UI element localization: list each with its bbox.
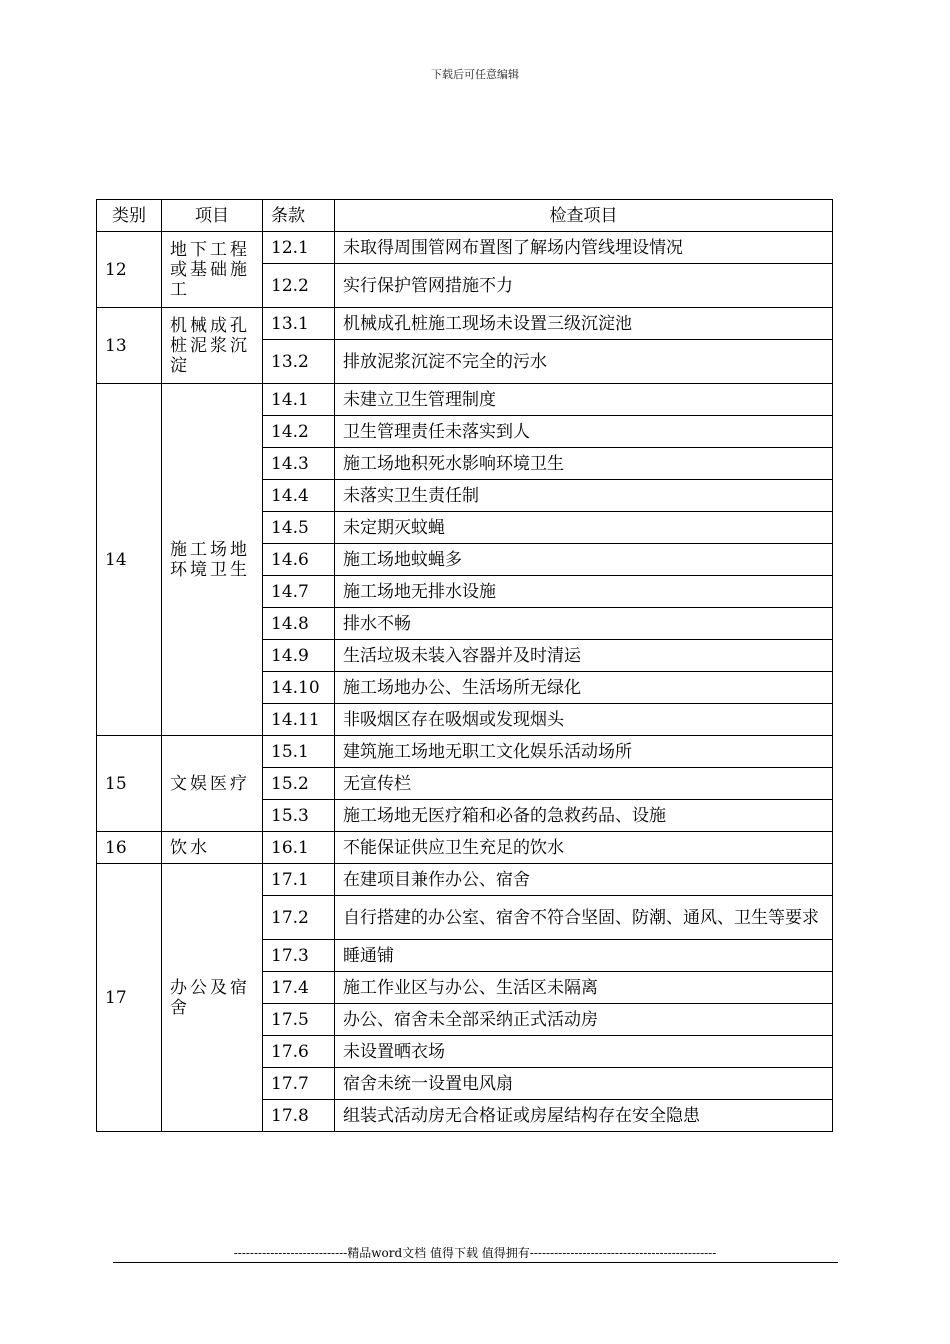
item-cell: 饮水 [162,832,263,864]
clause-cell: 17.6 [263,1036,335,1068]
category-cell: 17 [97,864,162,1132]
clause-cell: 14.2 [263,416,335,448]
category-cell: 16 [97,832,162,864]
check-text-cell: 排水不畅 [335,608,833,640]
clause-cell: 14.6 [263,544,335,576]
clause-cell: 14.8 [263,608,335,640]
clause-cell: 17.7 [263,1068,335,1100]
check-text-cell: 施工场地无排水设施 [335,576,833,608]
clause-cell: 14.5 [263,512,335,544]
clause-cell: 17.5 [263,1004,335,1036]
clause-cell: 15.2 [263,768,335,800]
clause-cell: 13.2 [263,340,335,384]
check-text-cell: 排放泥浆沉淀不完全的污水 [335,340,833,384]
table-header-row [97,200,833,232]
item-cell: 办公及宿舍 [162,864,263,1132]
clause-cell: 12.1 [263,232,335,264]
item-cell: 施工场地环境卫生 [162,384,263,736]
clause-cell: 14.1 [263,384,335,416]
check-text-cell: 无宣传栏 [335,768,833,800]
check-text-cell: 未落实卫生责任制 [335,480,833,512]
page-header: 下载后可任意编辑 [431,68,519,81]
clause-cell: 14.9 [263,640,335,672]
clause-cell: 13.1 [263,308,335,340]
check-text-cell: 卫生管理责任未落实到人 [335,416,833,448]
clause-cell: 14.10 [263,672,335,704]
check-text-cell: 施工场地无医疗箱和必备的急救药品、设施 [335,800,833,832]
check-text-cell: 非吸烟区存在吸烟或发现烟头 [335,704,833,736]
clause-cell: 17.4 [263,972,335,1004]
table-row [97,232,833,264]
check-text-cell: 施工作业区与办公、生活区未隔离 [335,972,833,1004]
table-row [97,736,833,768]
check-text-cell: 施工场地办公、生活场所无绿化 [335,672,833,704]
header-item: 项目 [162,200,263,232]
header-check-item: 检查项目 [335,200,833,232]
clause-cell: 14.4 [263,480,335,512]
check-text-cell: 未取得周围管网布置图了解场内管线埋设情况 [335,232,833,264]
item-cell: 机械成孔桩泥浆沉淀 [162,308,263,384]
clause-cell: 16.1 [263,832,335,864]
item-cell: 文娱医疗 [162,736,263,832]
check-text-cell: 未设置晒衣场 [335,1036,833,1068]
clause-cell: 15.1 [263,736,335,768]
category-cell: 13 [97,308,162,384]
clause-cell: 14.7 [263,576,335,608]
category-cell: 12 [97,232,162,308]
clause-cell: 15.3 [263,800,335,832]
category-cell: 15 [97,736,162,832]
check-text-cell: 睡通铺 [335,940,833,972]
check-text-cell: 组装式活动房无合格证或房屋结构存在安全隐患 [335,1100,833,1132]
check-text-cell: 在建项目兼作办公、宿舍 [335,864,833,896]
check-text-cell: 不能保证供应卫生充足的饮水 [335,832,833,864]
clause-cell: 17.3 [263,940,335,972]
check-text-cell: 未建立卫生管理制度 [335,384,833,416]
table-row [97,864,833,896]
check-text-cell: 办公、宿舍未全部采纳正式活动房 [335,1004,833,1036]
check-text-cell: 机械成孔桩施工现场未设置三级沉淀池 [335,308,833,340]
item-cell: 地下工程或基础施工 [162,232,263,308]
check-text-cell: 建筑施工场地无职工文化娱乐活动场所 [335,736,833,768]
check-text-cell: 自行搭建的办公室、宿舍不符合坚固、防潮、通风、卫生等要求 [335,896,833,940]
inspection-table [96,199,833,1132]
check-text-cell: 未定期灭蚊蝇 [335,512,833,544]
check-text-cell: 施工场地积死水影响环境卫生 [335,448,833,480]
clause-cell: 14.11 [263,704,335,736]
footer-divider [113,1262,838,1263]
header-clause: 条款 [263,200,335,232]
check-text-cell: 施工场地蚊蝇多 [335,544,833,576]
check-text-cell: 生活垃圾未装入容器并及时清运 [335,640,833,672]
clause-cell: 14.3 [263,448,335,480]
clause-cell: 17.2 [263,896,335,940]
clause-cell: 17.1 [263,864,335,896]
clause-cell: 17.8 [263,1100,335,1132]
category-cell: 14 [97,384,162,736]
clause-cell: 12.2 [263,264,335,308]
header-category: 类别 [97,200,162,232]
table-row [97,384,833,416]
check-text-cell: 实行保护管网措施不力 [335,264,833,308]
table-row [97,832,833,864]
page-footer: ----------------------------精品word文档 值得下载 值得拥有---------------------------------------------- [233,1246,717,1260]
check-text-cell: 宿舍未统一设置电风扇 [335,1068,833,1100]
table-row [97,308,833,340]
